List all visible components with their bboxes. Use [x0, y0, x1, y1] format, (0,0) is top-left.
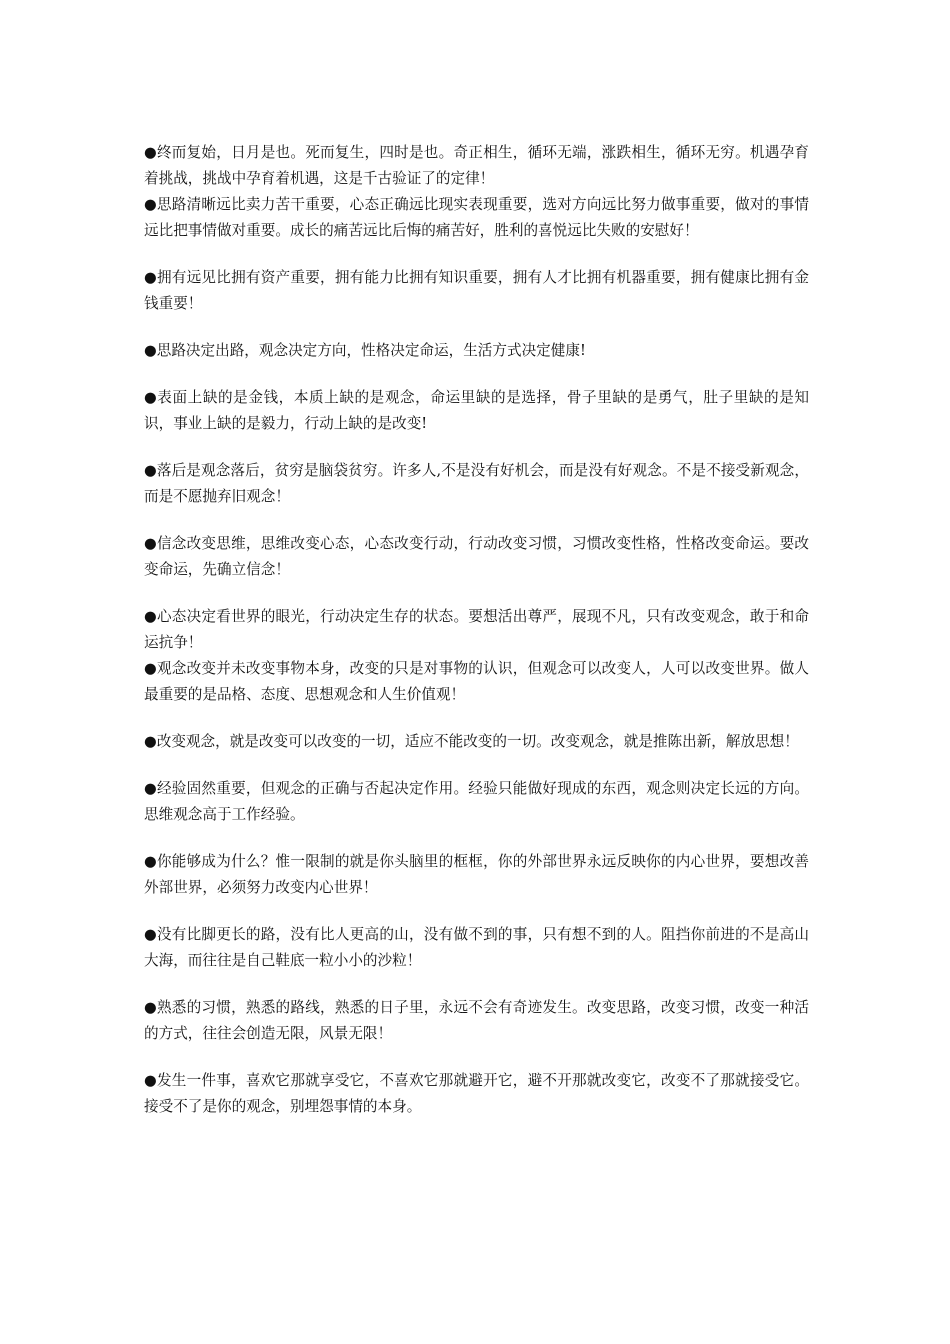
paragraph-15: ●发生一件事，喜欢它那就享受它，不喜欢它那就避开它，避不开那就改变它，改变不了那就接受它。接受不了是你的观念，别埋怨事情的本身。 [144, 1072, 809, 1115]
paragraph-11: ●经验固然重要，但观念的正确与否起决定作用。经验只能做好现成的东西，观念则决定长远的方向。思维观念高于工作经验。 [144, 780, 809, 823]
paragraph-10: ●改变观念，就是改变可以改变的一切，适应不能改变的一切。改变观念，就是推陈出新，解放思想！ [144, 733, 799, 750]
paragraph-6: ●落后是观念落后，贫穷是脑袋贫穷。许多人,不是没有好机会，而是没有好观念。不是不接受新观念，而是不愿抛弃旧观念！ [144, 462, 809, 505]
paragraph-4: ●思路决定出路，观念决定方向，性格决定命运，生活方式决定健康! [144, 342, 586, 359]
paragraph-7: ●信念改变思维，思维改变心态，心态改变行动，行动改变习惯，习惯改变性格，性格改变命运。要改变命运，先确立信念！ [144, 535, 809, 578]
paragraph-1: ●终而复始，日月是也。死而复生，四时是也。奇正相生，循环无端，涨跌相生，循环无穷。机遇孕育着挑战，挑战中孕育着机遇，这是千古验证了的定律！ [144, 144, 809, 187]
paragraph-13: ●没有比脚更长的路，没有比人更高的山，没有做不到的事，只有想不到的人。阻挡你前进的不是高山大海，而往往是自己鞋底一粒小小的沙粒！ [144, 926, 809, 969]
paragraph-3: ●拥有远见比拥有资产重要，拥有能力比拥有知识重要，拥有人才比拥有机器重要，拥有健康比拥有金钱重要！ [144, 269, 809, 312]
paragraph-12: ●你能够成为什么？惟一限制的就是你头脑里的框框，你的外部世界永远反映你的内心世界，要想改善外部世界，必须努力改变内心世界！ [144, 853, 809, 896]
paragraph-14: ●熟悉的习惯，熟悉的路线，熟悉的日子里，永远不会有奇迹发生。改变思路，改变习惯，改变一种活的方式，往往会创造无限，风景无限！ [144, 999, 809, 1042]
document-body [144, 140, 809, 1120]
paragraph-9: ●观念改变并未改变事物本身，改变的只是对事物的认识，但观念可以改变人，人可以改变世界。做人最重要的是品格、态度、思想观念和人生价值观！ [144, 660, 809, 703]
paragraph-2: ●思路清晰远比卖力苦干重要，心态正确远比现实表现重要，选对方向远比努力做事重要，做对的事情远比把事情做对重要。成长的痛苦远比后悔的痛苦好，胜利的喜悦远比失败的安慰好！ [144, 196, 809, 239]
paragraph-8: ●心态决定看世界的眼光，行动决定生存的状态。要想活出尊严，展现不凡，只有改变观念，敢于和命运抗争！ [144, 608, 809, 651]
paragraph-5: ●表面上缺的是金钱，本质上缺的是观念，命运里缺的是选择，骨子里缺的是勇气，肚子里缺的是知识，事业上缺的是毅力，行动上缺的是改变! [144, 389, 809, 432]
